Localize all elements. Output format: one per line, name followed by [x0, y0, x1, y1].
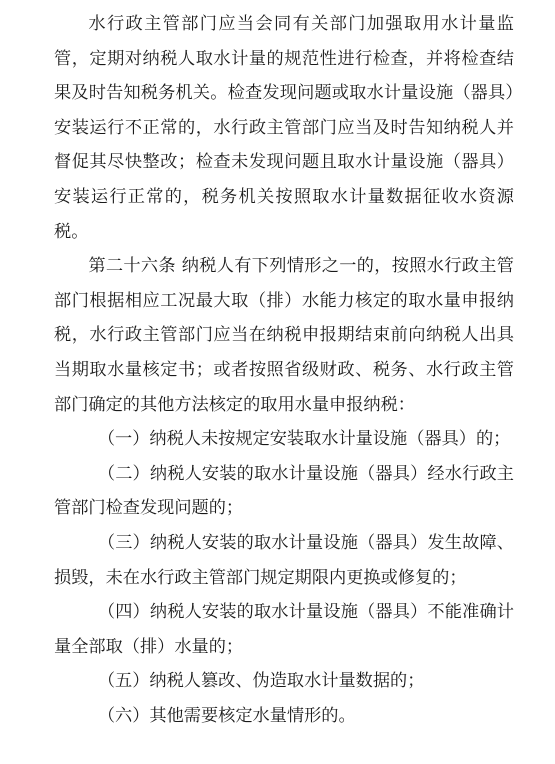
document-body	[54, 7, 514, 733]
list-item-6: （六）其他需要核定水量情形的。	[97, 705, 356, 726]
list-item-1: （一）纳税人未按规定安装取水计量设施（器具）的；	[97, 429, 511, 450]
list-item-4: （四）纳税人安装的取水计量设施（器具）不能准确计量全部取（排）水量的；	[54, 602, 514, 657]
paragraph-article-26: 第二十六条 纳税人有下列情形之一的，按照水行政主管部门根据相应工况最大取（排）水能力核定的取水量申报纳税，水行政主管部门应当在纳税申报期结束前向纳税人出具当期取水量核定书；或者按照省级财政、税务、水行政主管部门确定的其他方法核定的取用水量申报纳税：	[54, 256, 514, 415]
list-item-3: （三）纳税人安装的取水计量设施（器具）发生故障、损毁，未在水行政主管部门规定期限内更换或修复的；	[54, 532, 514, 588]
list-item-5: （五）纳税人篡改、伪造取水计量数据的；	[97, 671, 425, 692]
paragraph-metering-supervision: 水行政主管部门应当会同有关部门加强取用水计量监管，定期对纳税人取水计量的规范性进行检查，并将检查结果及时告知税务机关。检查发现问题或取水计量设施（器具）安装运行不正常的，水行政主管部门应当及时告知纳税人并督促其尽快整改；检查未发现问题且取水计量设施（器具）安装运行正常的，税务机关按照取水计量数据征收水资源税。	[54, 14, 514, 242]
list-item-2: （二）纳税人安装的取水计量设施（器具）经水行政主管部门检查发现问题的；	[54, 463, 514, 519]
